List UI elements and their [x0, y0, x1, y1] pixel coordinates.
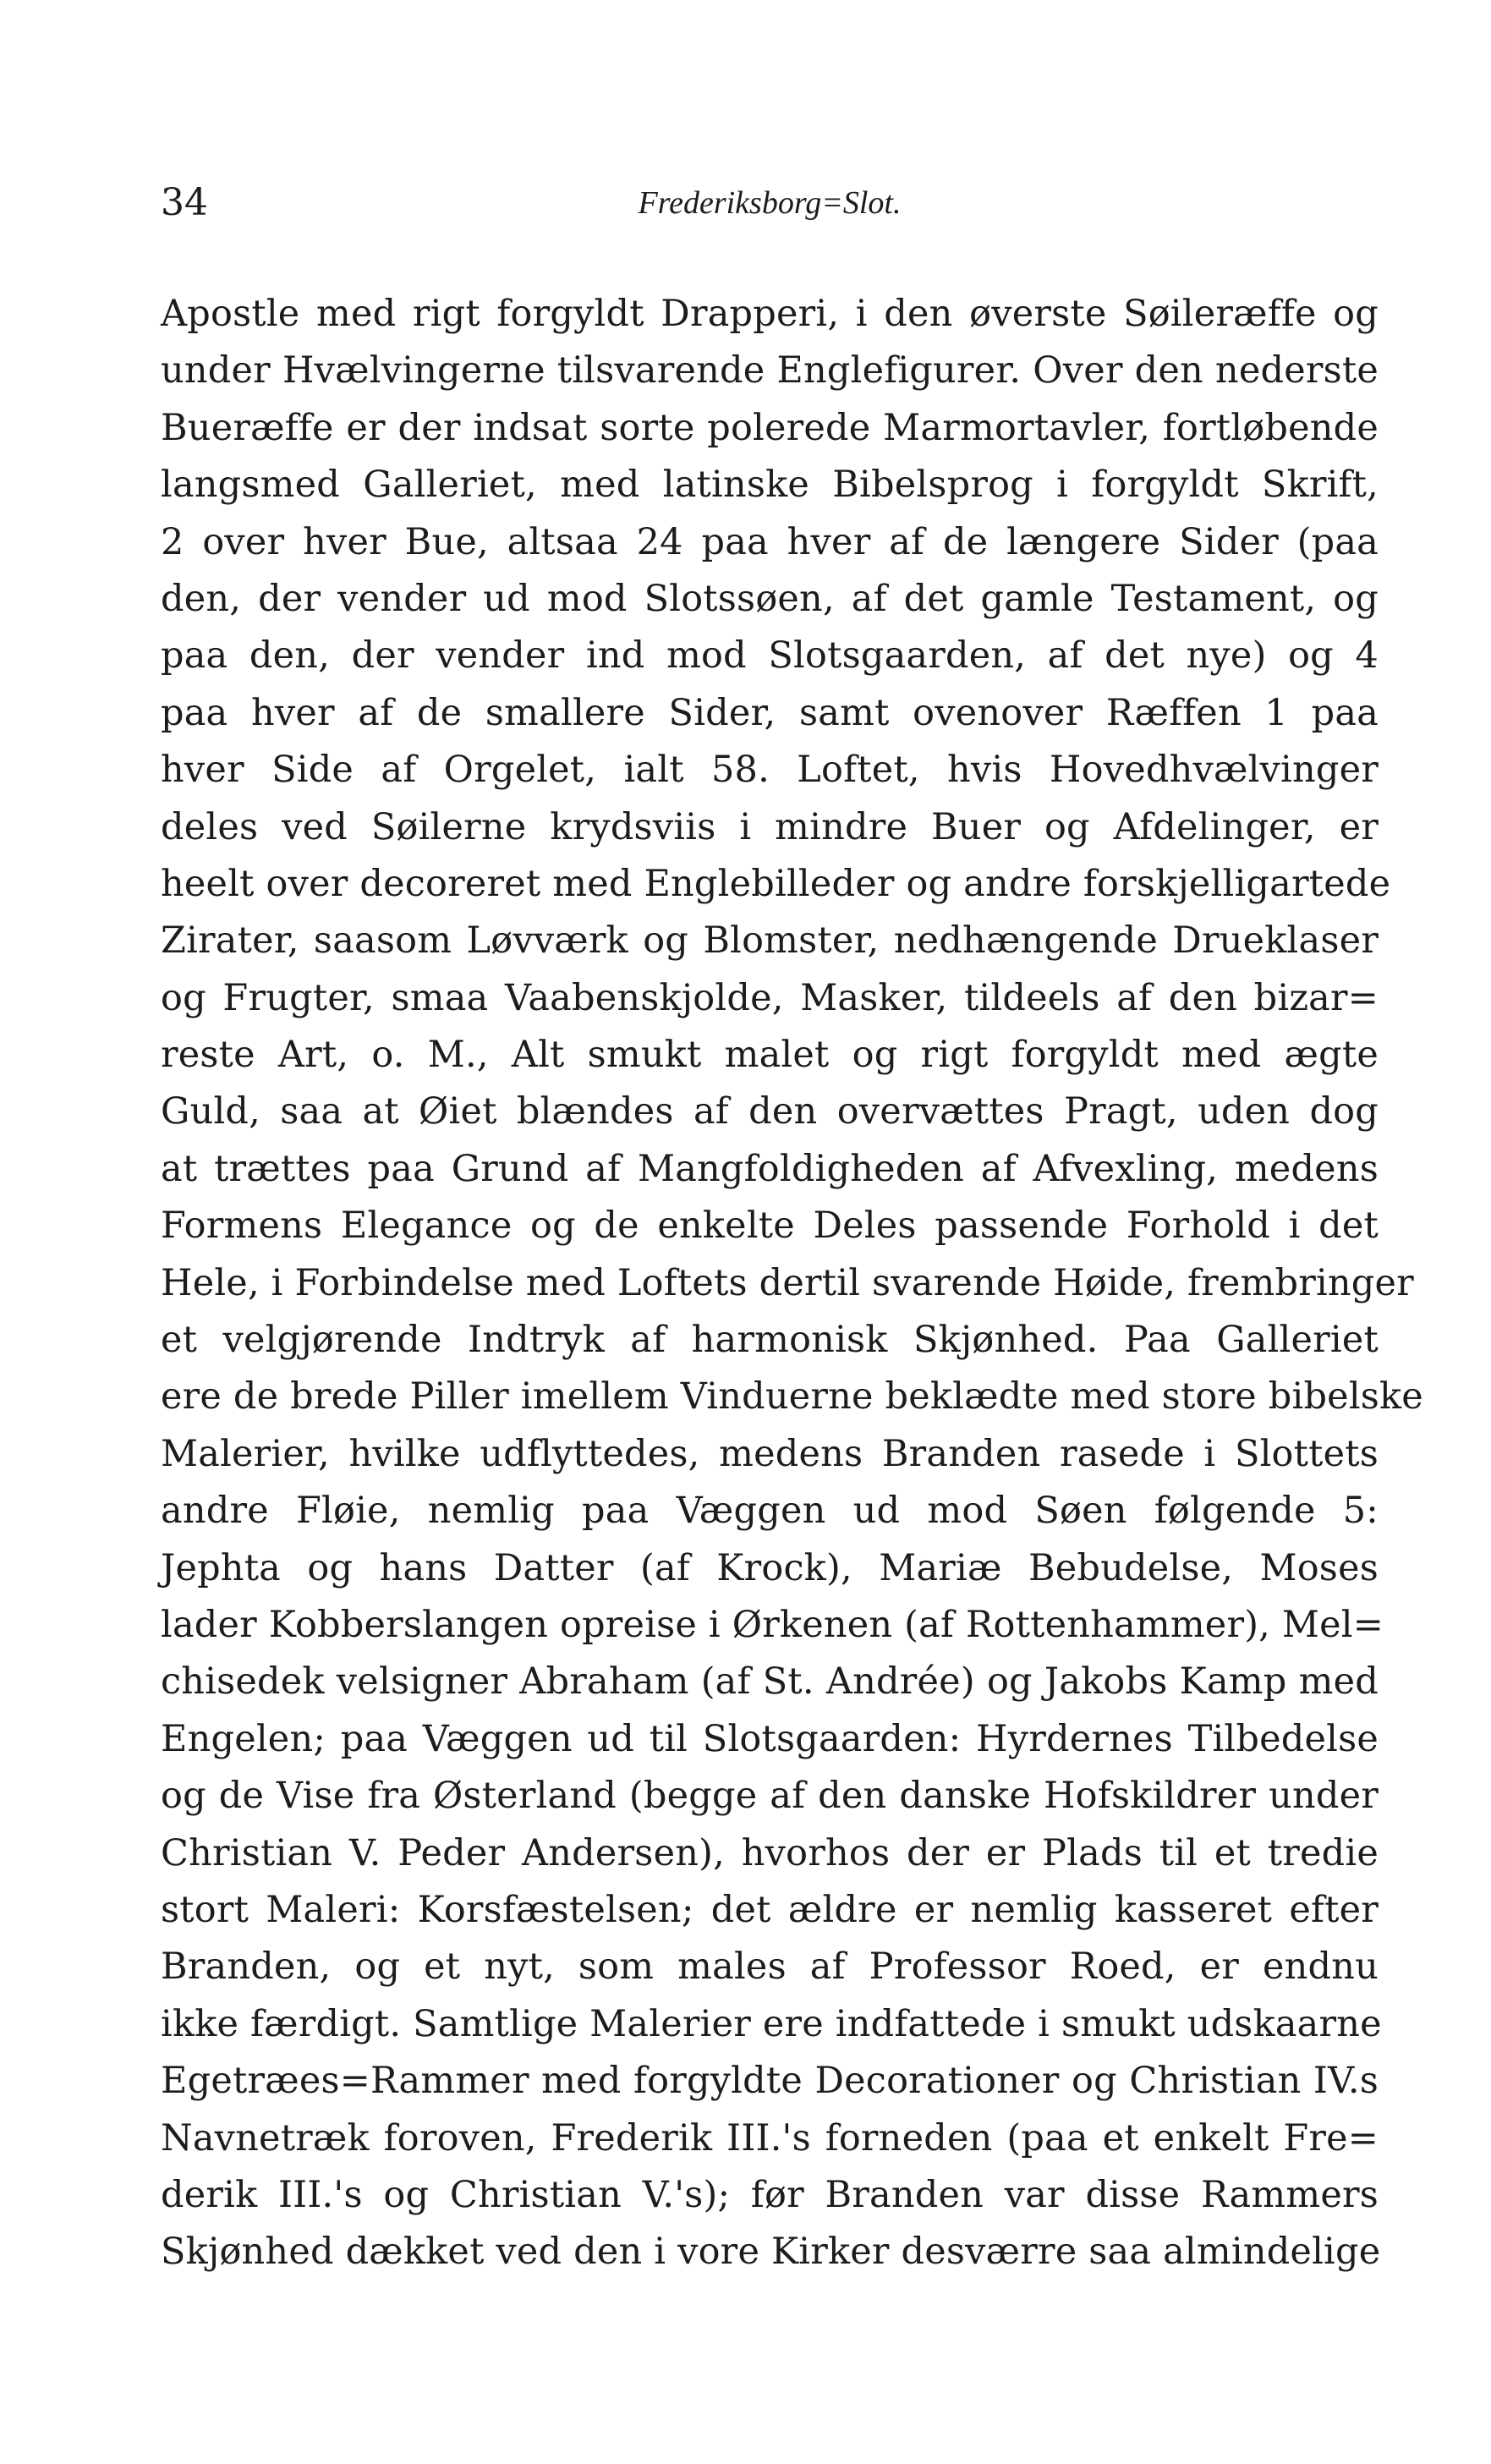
text-line: den, der vender ud mod Slotssøen, af det gamle Testament, og [161, 577, 1379, 620]
body-text [161, 286, 1423, 2281]
text-line: stort Maleri: Korsfæstelsen; det ældre er nemlig kasseret efter [161, 1888, 1379, 1931]
text-line: hver Side af Orgelet, ialt 58. Loftet, hvis Hovedhvælvinger [161, 749, 1379, 792]
text-line: 2 over hver Bue, altsaa 24 paa hver af de længere Sider (paa [161, 520, 1379, 563]
text-line: og Frugter, smaa Vaabenskjolde, Masker, tildeels af den bizar= [161, 976, 1379, 1019]
text-line: Bueræffe er der indsat sorte polerede Marmortavler, fortløbende [161, 406, 1379, 449]
text-line: Apostle med rigt forgyldt Drapperi, i den øverste Søileræffe og [161, 293, 1379, 335]
text-line: andre Fløie, nemlig paa Væggen ud mod Søen følgende 5: [161, 1490, 1379, 1533]
text-line: under Hvælvingerne tilsvarende Englefigurer. Over den nederste [161, 349, 1379, 392]
page-header [161, 178, 1379, 237]
text-line: ere de brede Piller imellem Vinduerne beklædte med store bibelske [161, 1375, 1423, 1419]
text-line: og de Vise fra Østerland (begge af den danske Hofskildrer under [161, 1775, 1379, 1818]
text-line: Hele, i Forbindelse med Loftets dertil svarende Høide, frembringer [161, 1261, 1414, 1304]
text-line: lader Kobberslangen opreise i Ørkenen (af Rottenhammer), Mel= [161, 1603, 1384, 1646]
text-line: deles ved Søilerne krydsviis i mindre Buer og Afdelinger, er [161, 805, 1379, 848]
text-line: Zirater, saasom Løvværk og Blomster, nedhængende Drueklaser [161, 919, 1379, 963]
text-line: paa hver af de smallere Sider, samt ovenover Ræffen 1 paa [161, 691, 1379, 734]
text-line: chisedek velsigner Abraham (af St. Andrée) og Jakobs Kamp med [161, 1660, 1379, 1704]
text-line: heelt over decoreret med Englebilleder og andre forskjelligartede [161, 862, 1391, 905]
text-line: langsmed Galleriet, med latinske Bibelsprog i forgyldt Skrift, [161, 464, 1379, 507]
text-line: derik III.'s og Christian V.'s); før Branden var disse Rammers [161, 2173, 1379, 2216]
text-line: Egetræes=Rammer med forgyldte Decorationer og Christian IV.s [161, 2060, 1379, 2103]
text-line: Malerier, hvilke udflyttedes, medens Branden rasede i Slottets [161, 1432, 1379, 1475]
text-line: et velgjørende Indtryk af harmonisk Skjønhed. Paa Galleriet [161, 1319, 1379, 1362]
text-line: ikke færdigt. Samtlige Malerier ere indfattede i smukt udskaarne [161, 2002, 1382, 2045]
text-line: Skjønhed dækket ved den i vore Kirker desværre saa almindelige [161, 2231, 1381, 2274]
text-line: Branden, og et nyt, som males af Professor Roed, er endnu [161, 1945, 1379, 1989]
text-line: paa den, der vender ind mod Slotsgaarden, af det nye) og 4 [161, 634, 1379, 678]
running-head: Frederiksborg=Slot. [638, 185, 902, 221]
text-line: at trættes paa Grund af Mangfoldigheden af Afvexling, medens [161, 1147, 1379, 1190]
text-line: Engelen; paa Væggen ud til Slotsgaarden: Hyrdernes Tilbedelse [161, 1717, 1379, 1760]
text-line: reste Art, o. M., Alt smukt malet og rigt forgyldt med ægte [161, 1034, 1379, 1077]
page-number: 34 [161, 181, 208, 224]
text-line: Christian V. Peder Andersen), hvorhos der er Plads til et tredie [161, 1831, 1379, 1874]
text-line: Guld, saa at Øiet blændes af den overvættes Pragt, uden dog [161, 1090, 1379, 1133]
text-line: Formens Elegance og de enkelte Deles passende Forhold i det [161, 1205, 1379, 1248]
text-line: Navnetræk foroven, Frederik III.'s forneden (paa et enkelt Fre= [161, 2116, 1379, 2159]
text-line: Jephta og hans Datter (af Krock), Mariæ Bebudelse, Moses [161, 1546, 1379, 1589]
